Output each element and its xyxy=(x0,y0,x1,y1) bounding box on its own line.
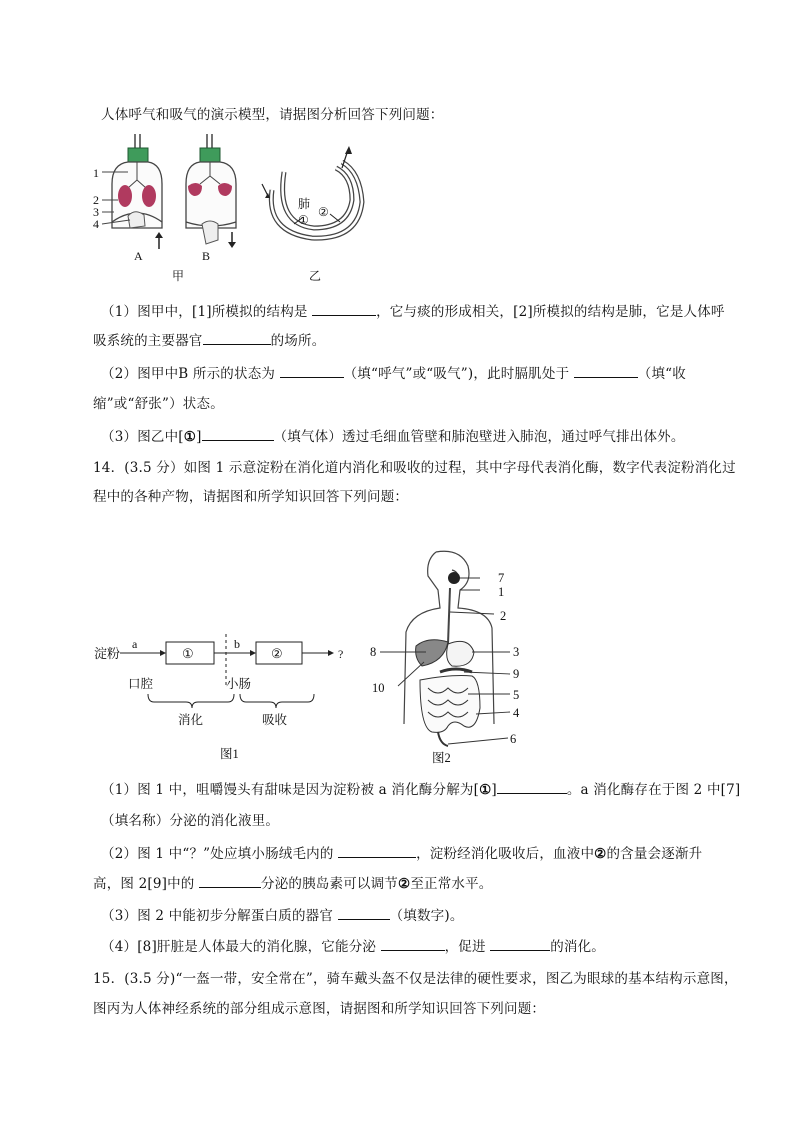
q13-p1-line1 xyxy=(101,300,725,320)
answer-blank[interactable] xyxy=(497,781,567,794)
answer-blank[interactable] xyxy=(490,938,550,951)
label-A: A xyxy=(134,249,143,263)
answer-blank[interactable] xyxy=(203,332,271,345)
label-fei: 肺 xyxy=(298,197,311,211)
answer-blank[interactable] xyxy=(312,303,376,316)
q14-p2-line1 xyxy=(101,842,702,862)
label-7: 7 xyxy=(498,571,505,585)
q14-header-line2: 程中的各种产物，请据图和所学知识回答下列问题： xyxy=(93,489,409,505)
jar-a xyxy=(112,134,163,249)
label-3: 3 xyxy=(513,645,520,659)
label-8: 8 xyxy=(370,645,377,659)
label-digestion: 消化 xyxy=(178,713,204,727)
label-c1: ① xyxy=(298,213,309,227)
answer-blank[interactable] xyxy=(280,365,344,378)
q14-p1-line1 xyxy=(101,778,740,798)
label-2: 2 xyxy=(93,193,99,207)
q13-intro: 人体呼气和吸气的演示模型，请据图分析回答下列问题： xyxy=(101,107,444,123)
q14-p2-text: 分泌的胰岛素可以调节 xyxy=(261,876,398,892)
q14-p1-text: （填名称）分泌的消化液里。 xyxy=(101,813,280,829)
label-5: 5 xyxy=(513,688,520,702)
circle-number-1: ① xyxy=(183,429,197,445)
q14-p2-text: ，淀粉经消化吸收后，血液中 xyxy=(416,846,595,862)
q13-p1-line2 xyxy=(93,329,325,349)
circle-number-1: ① xyxy=(479,782,492,798)
label-yi: 乙 xyxy=(309,269,322,283)
label-a: a xyxy=(132,637,138,651)
digestive-organs xyxy=(416,570,480,746)
q13-p2-text: （填“收 xyxy=(637,366,686,382)
label-B: B xyxy=(202,249,211,263)
q14-p3-text: （3）图 2 中能初步分解蛋白质的器官 xyxy=(101,908,338,924)
answer-blank[interactable] xyxy=(338,907,390,920)
q13-p2-line2 xyxy=(93,392,224,412)
figure-2-caption: 图2 xyxy=(432,751,451,764)
q14-p4-line xyxy=(101,935,605,955)
q13-p3-text: （3）图乙中[ xyxy=(101,429,184,445)
label-b: b xyxy=(234,637,240,651)
q14-p4-text: 的消化。 xyxy=(550,939,606,955)
q13-p3-text: （填气体）透过毛细血管壁和肺泡壁进入肺泡，通过呼气排出体外。 xyxy=(273,429,685,445)
q13-p2-text: （2）图甲中B 所示的状态为 xyxy=(101,366,280,382)
label-1: 1 xyxy=(498,585,505,599)
q14-p2-text: 高，图 2[9]中的 xyxy=(93,876,199,892)
label-1: 1 xyxy=(93,166,99,180)
q13-p3-line xyxy=(101,425,685,445)
label-4: 4 xyxy=(513,706,520,720)
q14-p2-text: 的含量会逐渐升 xyxy=(606,846,703,862)
q14-p2-text: （2）图 1 中“？”处应填小肠绒毛内的 xyxy=(101,846,339,862)
label-6: 6 xyxy=(510,732,517,746)
label-9: 9 xyxy=(513,667,520,681)
q14-p2-line2 xyxy=(93,872,493,892)
label-starch: 淀粉 xyxy=(94,646,121,661)
q14-p4-text: （4）[8]肝脏是人体最大的消化腺，它能分泌 xyxy=(101,939,381,955)
answer-blank[interactable] xyxy=(381,938,445,951)
q14-p1-text: ] xyxy=(491,782,497,798)
q15-header-line2: 图丙为人体神经系统的部分组成示意图，请据图和所学知识回答下列问题： xyxy=(93,1001,546,1017)
q15-header-line1: 15．(3.5 分)“一盔一带，安全常在”，骑车戴头盔不仅是法律的硬性要求，图乙为眼球的基本结构示意图， xyxy=(93,971,738,987)
label-absorption: 吸收 xyxy=(262,713,288,727)
q14-p1-text: （1）图 1 中，咀嚼馒头有甜味是因为淀粉被 a 消化酶分解为[ xyxy=(101,782,480,798)
q13-p1-text: （1）图甲中，[1]所模拟的结构是 xyxy=(101,304,313,320)
q13-p1-text: ，它与痰的形成相关，[2]所模拟的结构是肺，它是人体呼 xyxy=(376,304,725,320)
answer-blank[interactable] xyxy=(574,365,638,378)
q14-p3-line xyxy=(101,904,464,924)
label-2: 2 xyxy=(500,609,507,623)
q14-p4-text: ，促进 xyxy=(444,939,491,955)
label-c2: ② xyxy=(318,205,329,219)
digestive-system-figure xyxy=(368,548,538,764)
label-question: ? xyxy=(338,647,344,661)
starch-flow-figure xyxy=(90,632,360,764)
answer-blank[interactable] xyxy=(202,428,274,441)
q13-p2-text: （填“呼气”或“吸气”)，此时膈肌处于 xyxy=(343,366,574,382)
q14-p1-line2 xyxy=(101,809,279,829)
q13-p2-text: 缩”或“舒张”）状态。 xyxy=(93,396,224,412)
q14-p3-text: （填数字)。 xyxy=(389,908,464,924)
box-2-label: ② xyxy=(271,646,283,661)
circle-number-2: ② xyxy=(594,846,607,862)
q13-p1-text: 的场所。 xyxy=(270,333,326,349)
q13-p1-text: 吸系统的主要器官 xyxy=(93,333,203,349)
answer-blank[interactable] xyxy=(338,845,416,858)
circle-number-2: ② xyxy=(398,876,411,892)
q14-header-line1: 14．(3.5 分）如图 1 示意淀粉在消化道内消化和吸收的过程，其中字母代表消化酶，数字代表淀粉消化过 xyxy=(93,460,736,476)
label-mouth: 口腔 xyxy=(128,677,154,691)
label-jia: 甲 xyxy=(172,269,185,283)
alveolus-diagram xyxy=(262,146,362,238)
q13-p2-line1 xyxy=(101,362,686,382)
q14-p2-text: 至正常水平。 xyxy=(410,876,493,892)
label-small-intestine: 小肠 xyxy=(226,677,252,691)
q13-p3-text: ] xyxy=(196,429,202,445)
label-10: 10 xyxy=(372,681,385,695)
answer-blank[interactable] xyxy=(199,875,261,888)
figure-1-caption: 图1 xyxy=(220,747,239,761)
label-3: 3 xyxy=(93,205,99,219)
box-1-label: ① xyxy=(182,646,194,661)
jar-b xyxy=(186,134,236,248)
q14-p1-text: 。a 消化酶存在于图 2 中[7] xyxy=(566,782,741,798)
label-4: 4 xyxy=(93,217,99,231)
breathing-model-figure xyxy=(90,132,380,284)
